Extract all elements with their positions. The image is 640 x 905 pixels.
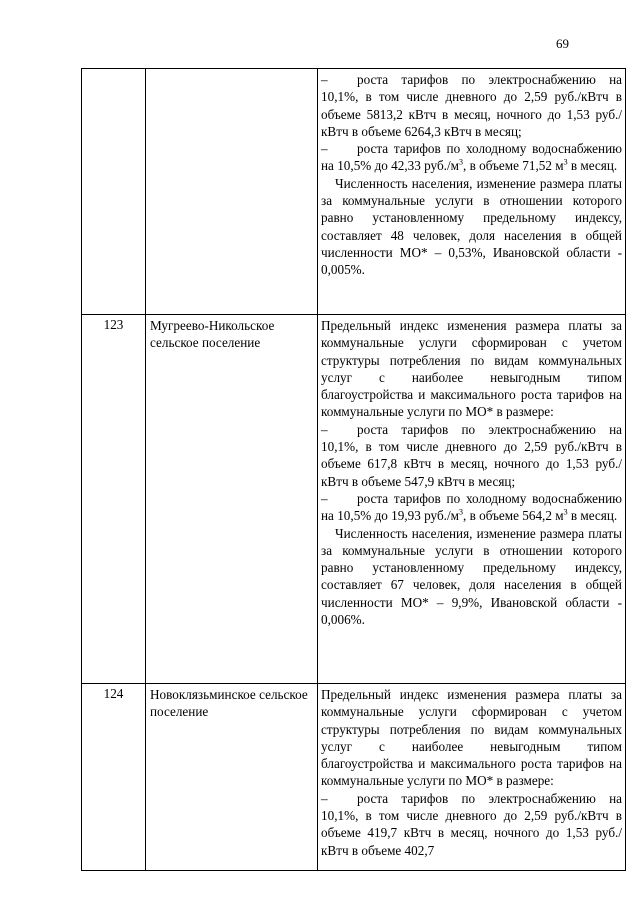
- water-bullet: [321, 140, 622, 175]
- dash-mark: –: [321, 421, 328, 437]
- municipality-name-cell: Новоклязьминское сельское поселение: [146, 684, 318, 871]
- superscript-3: 3: [459, 507, 463, 517]
- dash-mark: –: [321, 72, 328, 87]
- table-row: [82, 315, 626, 684]
- description-cell: [318, 315, 626, 684]
- water-text-c: в месяц.: [567, 158, 618, 174]
- intro-paragraph: Предельный индекс изменения размера платы за коммунальные услуги сформирован с учетом структуры потребления по видам коммунальных услуг с наиболее невыгодным типом благоустройства и максимального роста тарифов на коммунальные услуги по МО* в размере:: [321, 687, 622, 789]
- population-paragraph: Численность населения, изменение размера платы за коммунальные услуги в отношении которого равно установленному предельному индексу, составляет 67 человек, доля населения в общей численности МО* – 9,9%, Ивановской области - 0,006%.: [321, 525, 622, 628]
- superscript-3: 3: [563, 507, 568, 517]
- electricity-bullet: [321, 421, 622, 490]
- superscript-3: 3: [563, 158, 568, 168]
- dash-mark: –: [321, 790, 328, 806]
- municipality-name-cell: [146, 69, 318, 315]
- tariff-table: [81, 68, 626, 871]
- municipality-name-cell: Мугреево-Никольское сельское поселение: [146, 315, 318, 684]
- dash-mark: –: [321, 490, 328, 506]
- population-paragraph: Численность населения, изменение размера платы за коммунальные услуги в отношении которого равно установленному предельному индексу, составляет 48 человек, доля населения в общей численности МО* – 0,53%, Ивановской области - 0,005%.: [321, 175, 622, 278]
- water-text-c: в месяц.: [567, 508, 618, 524]
- description-cell: [318, 684, 626, 871]
- water-text-a: роста тарифов по холодному водоснабжению на 10,5% до 19,93 руб./м: [321, 490, 622, 524]
- table-row: [82, 69, 626, 315]
- row-number-cell: 123: [82, 315, 146, 684]
- description-cell: [318, 69, 626, 315]
- electricity-text: роста тарифов по электроснабжению на 10,1%, в том числе дневного до 2,59 руб./кВтч в объеме 5813,2 кВтч в месяц, ночного до 1,53 руб./кВтч в объеме 6264,3 кВтч в месяц;: [321, 72, 622, 139]
- dash-mark: –: [321, 141, 328, 157]
- water-bullet: [321, 490, 622, 525]
- intro-paragraph: Предельный индекс изменения размера платы за коммунальные услуги сформирован с учетом структуры потребления по видам коммунальных услуг с наиболее невыгодным типом благоустройства и максимального роста тарифов на коммунальные услуги по МО* в размере:: [321, 318, 622, 420]
- table-row: [82, 684, 626, 871]
- row-number-cell: [82, 69, 146, 315]
- superscript-3: 3: [459, 158, 463, 168]
- electricity-text: роста тарифов по электроснабжению на 10,1%, в том числе дневного до 2,59 руб./кВтч в объеме 419,7 кВтч в месяц, ночного до 1,53 руб./кВтч в объеме 402,7: [321, 790, 622, 858]
- water-text-b: , в объеме 564,2 м: [463, 508, 564, 524]
- electricity-bullet: [321, 790, 622, 859]
- electricity-text: роста тарифов по электроснабжению на 10,1%, в том числе дневного до 2,59 руб./кВтч в объеме 617,8 кВтч в месяц, ночного до 1,53 руб./кВтч в объеме 547,9 кВтч в месяц;: [321, 421, 622, 489]
- row-number-cell: 124: [82, 684, 146, 871]
- water-text-b: , в объеме 71,52 м: [463, 158, 564, 174]
- water-text-a: роста тарифов по холодному водоснабжению на 10,5% до 42,33 руб./м: [321, 141, 622, 174]
- electricity-bullet: [321, 71, 622, 140]
- page-number: 69: [556, 36, 569, 51]
